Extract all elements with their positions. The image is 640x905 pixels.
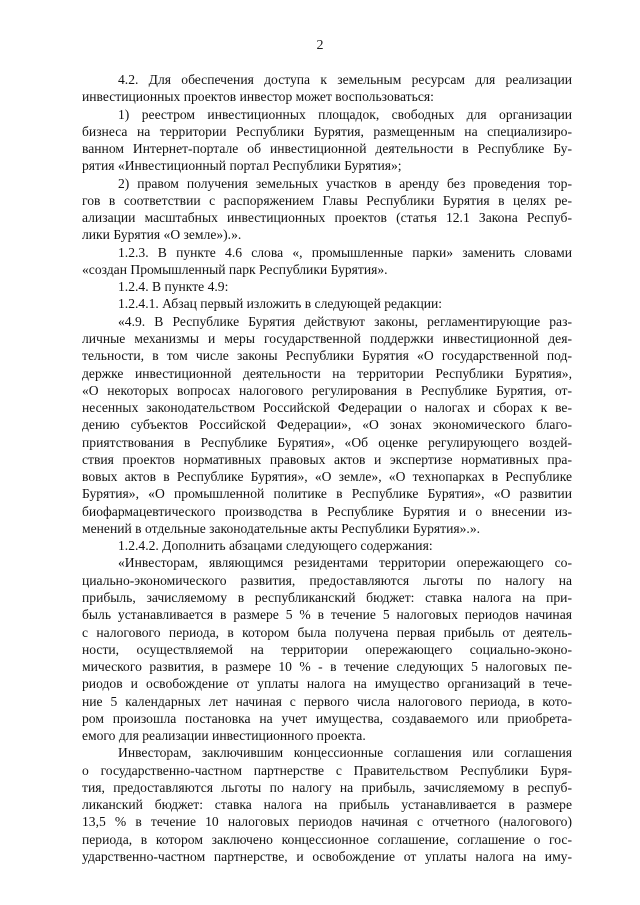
- text-line: Инвесторам, заключившим концессионные соглашения или соглашения: [118, 745, 572, 761]
- text-line: приятствования в Республике Бурятия», «Об оценке регулирующего воздей-: [82, 434, 572, 450]
- document-body: [82, 71, 572, 865]
- text-line: Бурятия», «О промышленной политике в Республике Бурятия», «О развитии: [82, 486, 572, 502]
- text-line: ликанский бюджет: ставка налога на прибыль устанавливается в размере: [82, 797, 572, 813]
- text-line: личные механизмы и меры государственной поддержки инвестиционной дея-: [82, 330, 572, 346]
- text-line: рятия «Инвестиционный портал Республики Бурятия»;: [82, 158, 402, 174]
- text-line: дению субъектов Российской Федерации», «О зонах экономического благо-: [82, 417, 572, 433]
- text-line: быль устанавливается в размере 5 % в течение 5 налоговых периодов начиная: [82, 607, 572, 623]
- text-line: «Инвесторам, являющимся резидентами территории опережающего со-: [118, 555, 572, 571]
- text-line: вовых актов в Республике Бурятия», «О земле», «О технопарках в Республике: [82, 469, 572, 485]
- text-line: ализации масштабных инвестиционных проектов (статья 12.1 Закона Респуб-: [82, 210, 572, 226]
- text-line: биофармацевтического производства в Республике Бурятия и о внесении из-: [82, 503, 572, 519]
- text-line: мического развития, в размере 10 % - в течение следующих 5 налоговых пе-: [82, 659, 572, 675]
- text-line: прибыль, зачисляемому в республиканский бюджет: ставка налога на при-: [82, 589, 572, 605]
- text-line: «4.9. В Республике Бурятия действуют законы, регламентирующие раз-: [118, 313, 572, 329]
- text-line: ром произошла постановка на учет имущества, создаваемого или приобрета-: [82, 710, 572, 726]
- text-line: бизнеса на территории Республики Бурятия, размещенным на специализиро-: [82, 123, 572, 139]
- text-line: с налогового периода, в котором была получена первая прибыль от деятель-: [82, 624, 572, 640]
- text-line: «О некоторых вопросах налогового регулирования в Республике Бурятия, от-: [82, 382, 572, 398]
- text-line: 1.2.3. В пункте 4.6 слова «, промышленные парки» заменить словами: [118, 244, 572, 260]
- text-line: «создан Промышленный парк Республики Бурятия».: [82, 261, 388, 277]
- text-line: ударственно-частном партнерстве, и освобождение от уплаты налога на иму-: [82, 848, 572, 864]
- text-line: несенных законодательством Российской Федерации о налогах и сборах к ве-: [82, 400, 572, 416]
- text-line: 1.2.4.2. Дополнить абзацами следующего содержания:: [118, 538, 433, 554]
- text-line: 1) реестром инвестиционных площадок, свободных для организации: [118, 106, 572, 122]
- text-line: 1.2.4.1. Абзац первый изложить в следующей редакции:: [118, 296, 443, 312]
- text-line: 2) правом получения земельных участков в аренду без проведения тор-: [118, 175, 572, 191]
- text-line: тия, предоставляются льготы по налогу на прибыль, зачисляемому в респуб-: [82, 779, 572, 795]
- text-line: 13,5 % в течение 10 налоговых периодов начиная с отчетного (налогового): [82, 814, 572, 830]
- text-line: ствия проектов нормативных правовых актов и экспертизе нормативных пра-: [82, 451, 572, 467]
- text-line: 4.2. Для обеспечения доступа к земельным ресурсам для реализации: [118, 72, 572, 87]
- text-line: ние 5 календарных лет начиная с первого числа налогового периода, в кото-: [82, 693, 572, 709]
- text-line: гов в соответствии с распоряжением Главы Республики Бурятия в целях ре-: [82, 192, 572, 208]
- text-line: 1.2.4. В пункте 4.9:: [118, 279, 229, 295]
- text-line: емого для реализации инвестиционного проекта.: [82, 728, 366, 744]
- text-line: тельности, в том числе законы Республики Бурятия «О государственной под-: [82, 348, 572, 364]
- text-line: циально-экономического развития, предоставляются льготы по налогу на: [82, 572, 572, 588]
- text-line: о государственно-частном партнерстве с Правительством Республики Буря-: [82, 762, 572, 778]
- text-line: инвестиционных проектов инвестор может воспользоваться:: [82, 89, 434, 105]
- text-line: ности, осуществляемой на территории опережающего социально-эконо-: [82, 641, 572, 657]
- text-line: ванном Интернет-портале об инвестиционной деятельности в Республике Бу-: [82, 141, 572, 157]
- text-line: держке инвестиционной деятельности на территории Республики Бурятия»,: [82, 365, 572, 381]
- page-number: 2: [316, 38, 324, 53]
- text-line: менений в отдельные законодательные акты Республики Бурятия».».: [82, 520, 481, 536]
- text-line: периода, в котором заключено концессионное соглашение, соглашение о гос-: [82, 831, 572, 847]
- text-line: риодов и освобождение от уплаты налога на имущество организаций в тече-: [82, 676, 572, 692]
- text-line: лики Бурятия «О земле»).».: [82, 227, 242, 243]
